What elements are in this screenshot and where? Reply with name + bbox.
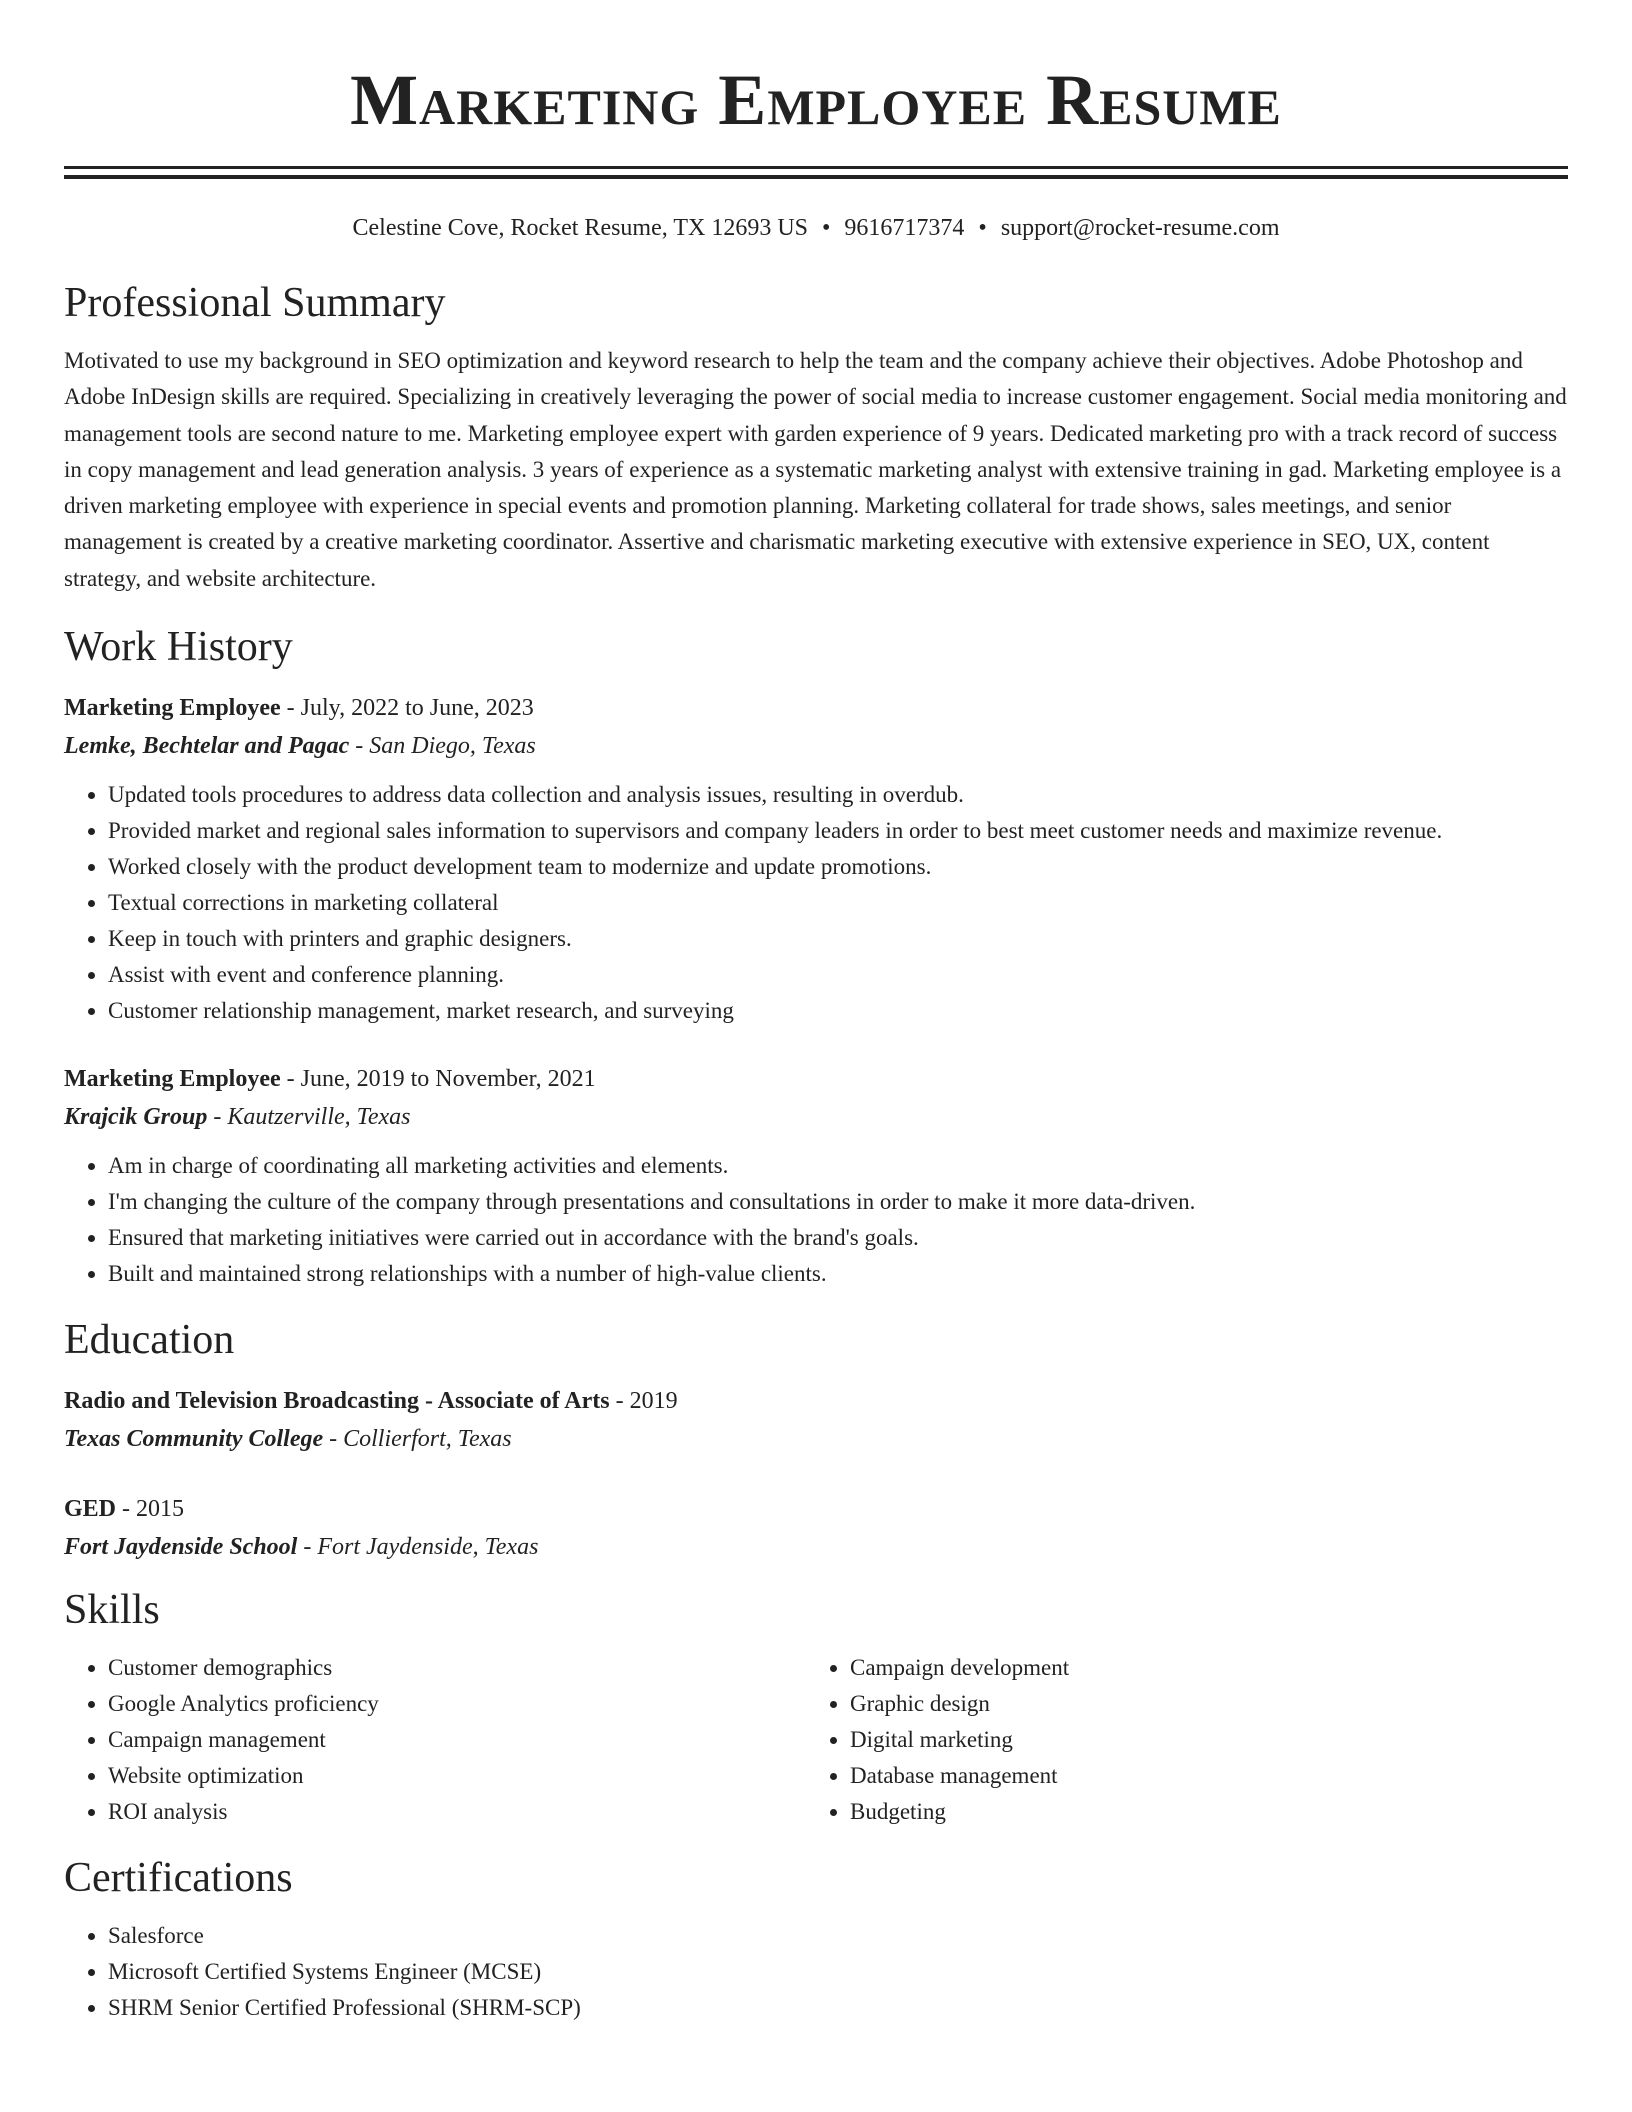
skill-item: • Google Analytics proficiency [108,1686,806,1722]
summary-section [64,277,1568,597]
job-bullet: • Built and maintained strong relationships with a number of high-value clients. [108,1256,1568,1292]
summary-text: Motivated to use my background in SEO optimization and keyword research to help the team and the company achieve their objectives. Adobe Photoshop and Adobe InDesign skills are required. Specializing in creatively leveraging the power of social media to increase customer engagement. Social media monitoring and management tools are second nature to me. Marketing employee expert with garden experience of 9 years. Dedicated marketing pro with a track record of success in copy management and lead generation analysis. 3 years of experience as a systematic marketing analyst with extensive training in gad. Marketing employee is a driven marketing employee with experience in special events and promotion planning. Marketing collateral for trade shows, sales meetings, and senior management is created by a creative marketing coordinator. Assertive and charismatic marketing executive with extensive experience in SEO, UX, content strategy, and website architecture. [64,348,1567,591]
certifications-list [64,1918,1568,2026]
title-rule-bottom [64,175,1568,179]
skills-list-right [806,1650,1548,1830]
skill-item: • Graphic design [850,1686,1548,1722]
job-title: Marketing Employee [64,1066,281,1093]
job-bullet-list [64,1148,1568,1292]
education-degree: GED [64,1496,117,1523]
job-company: Lemke, Bechtelar and Pagac [64,733,350,760]
education-heading: Education [64,1317,235,1364]
contact-separator: • [978,215,987,241]
education-year: - 2015 [116,1496,185,1523]
job-company-line [64,1098,1568,1136]
certification-item: • Microsoft Certified Systems Engineer (MCSE) [108,1954,1568,1990]
job-company: Krajcik Group [64,1104,208,1131]
job-title: Marketing Employee [64,695,281,722]
education-school-line [64,1528,1568,1566]
skills-grid [64,1650,1568,1830]
job-bullet: • Am in charge of coordinating all marketing activities and elements. [108,1148,1568,1184]
education-school: Texas Community College [64,1426,324,1453]
job-bullet: • I'm changing the culture of the company through presentations and consultations in order to make it more data-driven. [108,1184,1568,1220]
education-degree: Radio and Television Broadcasting - Associate of Arts [64,1388,610,1415]
skill-item: • Campaign management [108,1722,806,1758]
education-degree-line [64,1382,1568,1420]
skills-list-left [64,1650,806,1830]
job-location: - Kautzerville, Texas [207,1104,411,1131]
skills-section [64,1584,1568,1830]
contact-email: support@rocket-resume.com [1000,215,1280,241]
job-bullet: • Provided market and regional sales information to supervisors and company leaders in order to best meet customer needs and maximize revenue. [108,813,1568,849]
certification-item: • SHRM Senior Certified Professional (SHRM-SCP) [108,1990,1568,2026]
job-location: - San Diego, Texas [349,733,536,760]
job-company-line [64,727,1568,765]
education-degree-line [64,1490,1568,1528]
resume-title: Marketing Employee Resume [350,60,1282,140]
job-bullet: • Textual corrections in marketing collateral [108,885,1568,921]
education-year: - 2019 [609,1388,678,1415]
education-school-line [64,1420,1568,1458]
contact-phone: 9616717374 [844,215,965,241]
education-location: - Collierfort, Texas [323,1426,512,1453]
skill-item: • Digital marketing [850,1722,1548,1758]
education-location: - Fort Jaydenside, Texas [297,1534,539,1561]
work-history-section [64,621,1568,1292]
job-bullet: • Ensured that marketing initiatives were carried out in accordance with the brand's goals. [108,1220,1568,1256]
job-title-line [64,1060,1568,1098]
contact-line [64,213,1568,243]
certification-item: • Salesforce [108,1918,1568,1954]
skill-item: • Campaign development [850,1650,1548,1686]
work-history-heading: Work History [64,624,293,671]
job-bullet: • Customer relationship management, market research, and surveying [108,993,1568,1029]
certifications-heading: Certifications [64,1855,293,1902]
skill-item: • Database management [850,1758,1548,1794]
job-entry [64,1060,1568,1292]
skill-item: • Budgeting [850,1794,1548,1830]
skills-heading: Skills [64,1587,160,1634]
job-bullet-list [64,777,1568,1029]
title-rule-top [64,166,1568,169]
job-title-line [64,689,1568,727]
certifications-section [64,1852,1568,2026]
job-dates: - July, 2022 to June, 2023 [280,695,534,722]
skill-item: • Website optimization [108,1758,806,1794]
skill-item: • Customer demographics [108,1650,806,1686]
education-section [64,1314,1568,1566]
job-bullet: • Assist with event and conference planning. [108,957,1568,993]
education-entry [64,1490,1568,1566]
job-entry [64,689,1568,1029]
job-dates: - June, 2019 to November, 2021 [280,1066,596,1093]
job-bullet: • Keep in touch with printers and graphic designers. [108,921,1568,957]
skill-item: • ROI analysis [108,1794,806,1830]
job-bullet: • Worked closely with the product development team to modernize and update promotions. [108,849,1568,885]
education-entry [64,1382,1568,1458]
education-school: Fort Jaydenside School [64,1534,298,1561]
contact-separator: • [822,215,831,241]
job-bullet: • Updated tools procedures to address data collection and analysis issues, resulting in overdub. [108,777,1568,813]
summary-heading: Professional Summary [64,280,446,326]
contact-address: Celestine Cove, Rocket Resume, TX 12693 US [352,215,808,241]
